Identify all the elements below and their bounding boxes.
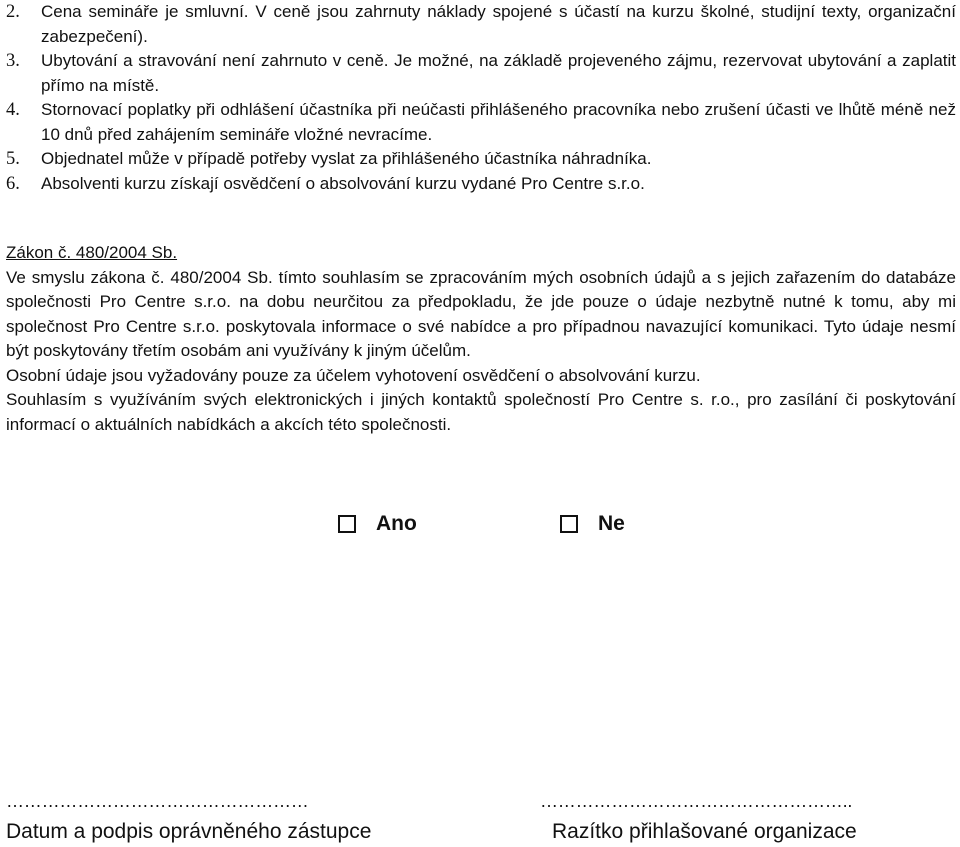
item-number: 3. (6, 51, 20, 71)
signature-line-left: …………………………………………… (6, 791, 309, 811)
item-text: Ubytování a stravování není zahrnuto v ceně. Je možné, na základě projeveného zájmu, rezervovat ubytování a zaplatit přímo na místě. (41, 51, 956, 95)
list-item (6, 0, 956, 49)
purpose-paragraph: Osobní údaje jsou vyžadovány pouze za účelem vyhotovení osvědčení o absolvování kurzu. (6, 365, 701, 385)
list-item (6, 98, 956, 147)
conditions-list (6, 0, 956, 196)
contact-consent-paragraph: Souhlasím s využíváním svých elektronických i jiných kontaktů společností Pro Centre s. r.o., pro zasílání či poskytování informací o aktuálních nabídkách a akcích této společnosti. (6, 390, 956, 434)
list-item (6, 172, 956, 197)
item-number: 5. (6, 149, 20, 169)
no-option[interactable] (560, 512, 625, 536)
checkbox-icon[interactable] (338, 515, 356, 533)
list-item (6, 147, 956, 172)
list-item (6, 49, 956, 98)
checkbox-icon[interactable] (560, 515, 578, 533)
signature-line-right: …………………………………………….. (540, 791, 853, 811)
item-number: 6. (6, 173, 20, 194)
law-heading: Zákon č. 480/2004 Sb. (6, 243, 178, 262)
item-text: Objednatel může v případě potřeby vyslat za přihlášeného účastníka náhradníka. (41, 149, 652, 168)
item-text: Absolventi kurzu získají osvědčení o absolvování kurzu vydané Pro Centre s.r.o. (41, 173, 645, 193)
item-text: Cena semináře je smluvní. V ceně jsou zahrnuty náklady spojené s účastí na kurzu školné, studijní texty, organizační zabezpečení). (41, 2, 956, 46)
item-number: 4. (6, 100, 20, 120)
consent-paragraph: Ve smyslu zákona č. 480/2004 Sb. tímto souhlasím se zpracováním mých osobních údajů a s jejich zařazením do databáze společnosti Pro Centre s.r.o. na dobu neurčitou za předpokladu, že jde pouze o údaje nezbytně nutné k tomu, aby mi společnost Pro Centre s.r.o. poskytovala informace o své nabídce a pro případnou navazující komunikaci. Tyto údaje nesmí být poskytovány třetím osobám ani využívány k jiným účelům. (6, 267, 956, 360)
item-text: Stornovací poplatky při odhlášení účastníka při neúčasti přihlášeného pracovníka nebo zrušení účasti ve lhůtě méně než 10 dnů před zahájením semináře vložné nevracíme. (41, 100, 956, 144)
yes-option[interactable] (338, 512, 417, 536)
yes-label: Ano (376, 512, 417, 535)
signature-label-left: Datum a podpis oprávněného zástupce (6, 820, 372, 843)
no-label: Ne (598, 512, 625, 535)
item-number: 2. (6, 2, 20, 22)
gdpr-section (6, 241, 956, 437)
signature-label-right: Razítko přihlašované organizace (552, 820, 857, 843)
